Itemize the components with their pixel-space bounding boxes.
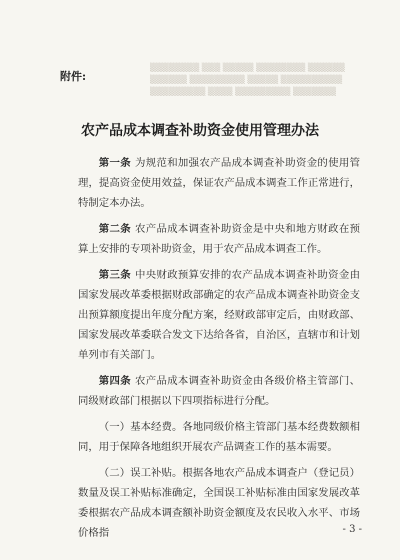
attachment-label: 附件: [60, 70, 87, 83]
article-1 [78, 153, 360, 213]
article-text: 农产品成本调查补助资金是中央和地方财政在预算上安排的专项补助资金，用于农产品成本调查工作。 [78, 223, 361, 255]
article-2 [78, 219, 360, 259]
article-text: 为规范和加强农产品成本调查补助资金的使用管理，提高资金使用效益，保证农产品成本调查工作正常进行，特制定本办法。 [78, 157, 361, 209]
article-4 [78, 371, 360, 411]
clause-2 [78, 463, 360, 543]
article-3 [78, 265, 360, 365]
article-text: 中央财政预算安排的农产品成本调查补助资金由国家发展改革委根据财政部确定的农产品成本调查补助资金支出预算额度提出年度分配方案，经财政部审定后，由财政部、国家发展改革委联合发文下达给各省，自治区，直辖市和计划单列市有关部门。 [78, 269, 361, 361]
clause-text: （一）基本经费。各地同级价格主管部门基本经费数额相同，用于保障各地组织开展农产品调查工作的基本需要。 [78, 421, 360, 453]
page-number: - 3 - [342, 524, 362, 535]
article-text: 农产品成本调查补助资金由各级价格主管部门、同级财政部门根据以下四项指标进行分配。 [78, 375, 361, 407]
article-number: 第一条 [98, 157, 131, 169]
article-number: 第四条 [98, 375, 131, 387]
article-number: 第三条 [98, 269, 131, 281]
clause-text: （二）误工补贴。根据各地农产品成本调查户（登记员）数量及误工补贴标准确定，全国误工补贴标准由国家发展改革委根据农产品成本调查额补助资金额度及农民收入水平、市场价格指 [78, 467, 360, 539]
bleed-through-text: ▒▒▒▒▒▒▒▒ ▒▒▒ ▒▒▒▒▒ ▒▒▒▒▒▒▒▒ ▒▒▒▒▒▒ ▒▒▒▒▒▒ ▒▒▒▒▒▒▒▒▒ ▒▒▒▒▒ ▒▒▒▒▒▒▒▒▒▒ ▒▒▒▒▒▒▒▒▒ ▒▒▒▒ ▒▒▒▒▒▒▒▒▒ ▒▒▒▒▒▒▒ [150, 63, 345, 96]
article-number: 第二条 [98, 223, 131, 235]
document-title: 农产品成本调查补助资金使用管理办法 [81, 123, 319, 139]
document-body [78, 153, 360, 549]
clause-1 [78, 417, 360, 457]
